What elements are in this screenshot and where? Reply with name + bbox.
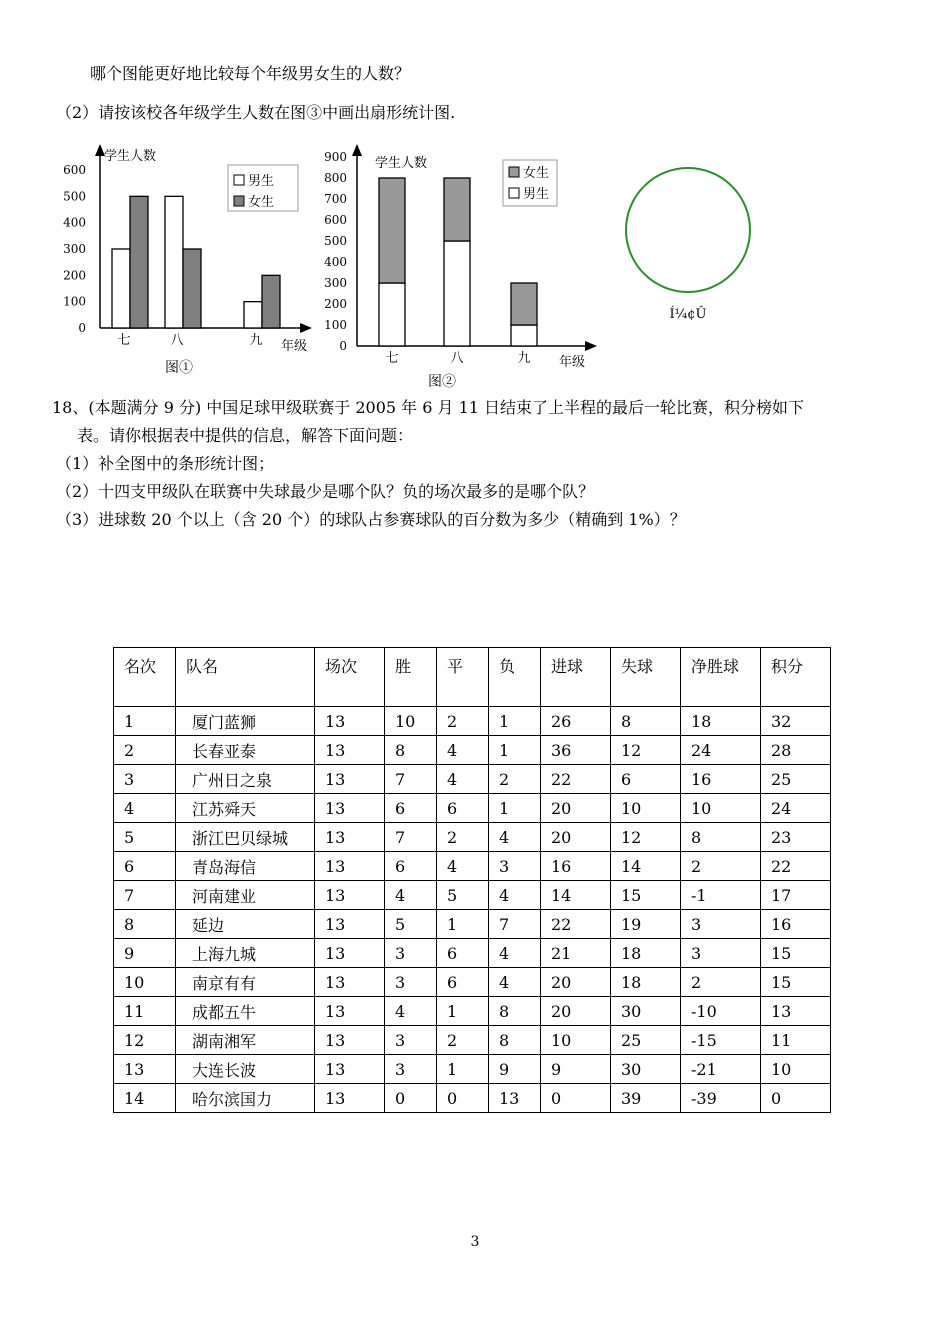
table-cell: 13 bbox=[315, 852, 385, 881]
table-cell: 13 bbox=[114, 1055, 176, 1084]
table-row bbox=[114, 881, 831, 910]
table-cell: 16 bbox=[761, 910, 831, 939]
table-cell: 17 bbox=[761, 881, 831, 910]
table-header-cell: 进球 bbox=[541, 648, 611, 707]
table-cell: 5 bbox=[114, 823, 176, 852]
x-axis-arrow bbox=[300, 323, 312, 333]
table-cell: 2 bbox=[437, 707, 489, 736]
table-row bbox=[114, 1084, 831, 1113]
x-tick-label: 七 bbox=[117, 333, 131, 348]
x-tick-label: 七 bbox=[385, 351, 399, 366]
table-cell: 15 bbox=[761, 968, 831, 997]
y-tick-label: 0 bbox=[339, 339, 347, 353]
table-cell: 30 bbox=[611, 1055, 681, 1084]
y-axis-label: 学生人数 bbox=[104, 149, 157, 164]
y-tick-label: 0 bbox=[78, 321, 86, 335]
table-cell: -39 bbox=[681, 1084, 761, 1113]
table-cell: 8 bbox=[681, 823, 761, 852]
table-cell: 19 bbox=[611, 910, 681, 939]
bar-男生-九 bbox=[511, 325, 537, 346]
table-cell: 8 bbox=[489, 1026, 541, 1055]
table-cell: 26 bbox=[541, 707, 611, 736]
table-cell: 13 bbox=[315, 823, 385, 852]
figure-2-caption: 图② bbox=[428, 374, 456, 390]
table-cell: 2 bbox=[437, 823, 489, 852]
legend-swatch-男生 bbox=[509, 188, 519, 198]
figure-2-stacked-bar-chart bbox=[315, 140, 605, 395]
bar-女生-七 bbox=[379, 178, 405, 283]
legend-label-女生: 女生 bbox=[523, 166, 550, 181]
table-cell: 8 bbox=[489, 997, 541, 1026]
question-18-sub-3: （3）进球数 20 个以上（含 20 个）的球队占参赛球队的百分数为多少（精确到 1%）？ bbox=[56, 510, 686, 529]
x-axis-label: 年级 bbox=[281, 339, 308, 354]
table-row bbox=[114, 939, 831, 968]
figure-1-caption: 图① bbox=[165, 360, 193, 376]
table-cell: 21 bbox=[541, 939, 611, 968]
table-cell: 13 bbox=[315, 765, 385, 794]
table-row bbox=[114, 910, 831, 939]
table-cell: 1 bbox=[437, 910, 489, 939]
table-cell: 14 bbox=[541, 881, 611, 910]
table-cell: -15 bbox=[681, 1026, 761, 1055]
table-cell: 8 bbox=[385, 736, 437, 765]
legend-swatch-女生 bbox=[234, 196, 244, 206]
x-tick-label: 八 bbox=[170, 333, 184, 348]
bar-女生-七 bbox=[130, 196, 148, 328]
table-cell: 6 bbox=[385, 852, 437, 881]
table-cell: -1 bbox=[681, 881, 761, 910]
table-cell: 湖南湘军 bbox=[176, 1026, 315, 1055]
table-row bbox=[114, 707, 831, 736]
table-cell: 3 bbox=[385, 1055, 437, 1084]
table-cell: 10 bbox=[114, 968, 176, 997]
table-cell: -10 bbox=[681, 997, 761, 1026]
table-cell: 4 bbox=[385, 997, 437, 1026]
figure-1-grouped-bar-chart bbox=[50, 140, 325, 385]
legend-swatch-男生 bbox=[234, 175, 244, 185]
table-cell: 10 bbox=[541, 1026, 611, 1055]
table-cell: 3 bbox=[114, 765, 176, 794]
y-tick-label: 300 bbox=[324, 276, 347, 290]
table-cell: 13 bbox=[315, 968, 385, 997]
question-18-line-2: 表。请你根据表中提供的信息，解答下面问题： bbox=[77, 426, 414, 445]
y-tick-label: 300 bbox=[63, 242, 86, 256]
table-cell: 11 bbox=[761, 1026, 831, 1055]
table-header-cell: 净胜球 bbox=[681, 648, 761, 707]
table-cell: 0 bbox=[437, 1084, 489, 1113]
table-cell: 成都五牛 bbox=[176, 997, 315, 1026]
table-cell: 3 bbox=[385, 968, 437, 997]
table-cell: 9 bbox=[541, 1055, 611, 1084]
table-cell: 13 bbox=[315, 1055, 385, 1084]
table-cell: 18 bbox=[681, 707, 761, 736]
table-cell: 浙江巴贝绿城 bbox=[176, 823, 315, 852]
table-row bbox=[114, 1026, 831, 1055]
table-cell: 1 bbox=[489, 794, 541, 823]
table-cell: 39 bbox=[611, 1084, 681, 1113]
table-cell: 30 bbox=[611, 997, 681, 1026]
bar-女生-八 bbox=[183, 249, 201, 328]
table-cell: 厦门蓝狮 bbox=[176, 707, 315, 736]
table-cell: 24 bbox=[681, 736, 761, 765]
bar-女生-八 bbox=[444, 178, 470, 241]
table-cell: 11 bbox=[114, 997, 176, 1026]
table-cell: 3 bbox=[681, 939, 761, 968]
table-cell: 延边 bbox=[176, 910, 315, 939]
table-cell: 4 bbox=[489, 881, 541, 910]
bar-女生-九 bbox=[511, 283, 537, 325]
table-row bbox=[114, 968, 831, 997]
table-cell: 20 bbox=[541, 823, 611, 852]
table-cell: 1 bbox=[489, 707, 541, 736]
table-cell: 25 bbox=[761, 765, 831, 794]
question-18-sub-1: （1）补全图中的条形统计图； bbox=[56, 454, 275, 473]
table-cell: 22 bbox=[541, 910, 611, 939]
table-cell: 5 bbox=[385, 910, 437, 939]
y-tick-label: 200 bbox=[324, 297, 347, 311]
x-tick-label: 九 bbox=[249, 333, 263, 348]
table-cell: 13 bbox=[315, 997, 385, 1026]
legend-label-女生: 女生 bbox=[248, 195, 275, 210]
table-cell: 13 bbox=[761, 997, 831, 1026]
table-cell: 4 bbox=[114, 794, 176, 823]
table-cell: 13 bbox=[315, 910, 385, 939]
table-row bbox=[114, 852, 831, 881]
table-cell: 36 bbox=[541, 736, 611, 765]
table-cell: 20 bbox=[541, 794, 611, 823]
table-cell: 7 bbox=[489, 910, 541, 939]
table-cell: 13 bbox=[315, 794, 385, 823]
table-cell: 江苏舜天 bbox=[176, 794, 315, 823]
table-header-cell: 负 bbox=[489, 648, 541, 707]
bar-男生-八 bbox=[444, 241, 470, 346]
table-row bbox=[114, 1055, 831, 1084]
table-cell: 10 bbox=[611, 794, 681, 823]
y-tick-label: 400 bbox=[324, 255, 347, 269]
table-cell: 12 bbox=[611, 823, 681, 852]
table-cell: 10 bbox=[761, 1055, 831, 1084]
table-cell: 5 bbox=[437, 881, 489, 910]
y-tick-label: 100 bbox=[63, 294, 86, 309]
table-cell: 6 bbox=[437, 939, 489, 968]
table-row bbox=[114, 997, 831, 1026]
y-axis-arrow bbox=[352, 144, 362, 156]
table-cell: 13 bbox=[315, 736, 385, 765]
table-cell: 13 bbox=[315, 1026, 385, 1055]
bar-女生-九 bbox=[262, 275, 280, 328]
table-cell: 7 bbox=[385, 765, 437, 794]
x-tick-label: 八 bbox=[450, 351, 464, 366]
table-cell: 大连长波 bbox=[176, 1055, 315, 1084]
pie-outline-circle bbox=[626, 168, 750, 292]
table-cell: 长春亚泰 bbox=[176, 736, 315, 765]
table-cell: 13 bbox=[489, 1084, 541, 1113]
bar-男生-七 bbox=[379, 283, 405, 346]
table-cell: 2 bbox=[437, 1026, 489, 1055]
bar-男生-七 bbox=[112, 249, 130, 328]
table-cell: 3 bbox=[385, 939, 437, 968]
table-cell: 青岛海信 bbox=[176, 852, 315, 881]
table-cell: 4 bbox=[489, 823, 541, 852]
table-cell: 13 bbox=[315, 939, 385, 968]
table-row bbox=[114, 823, 831, 852]
table-cell: 3 bbox=[681, 910, 761, 939]
table-cell: 10 bbox=[681, 794, 761, 823]
table-row bbox=[114, 765, 831, 794]
y-tick-label: 900 bbox=[324, 150, 347, 164]
legend-label-男生: 男生 bbox=[523, 187, 550, 202]
table-cell: 12 bbox=[114, 1026, 176, 1055]
table-cell: 14 bbox=[114, 1084, 176, 1113]
table-cell: 南京有有 bbox=[176, 968, 315, 997]
table-cell: 12 bbox=[611, 736, 681, 765]
table-cell: 上海九城 bbox=[176, 939, 315, 968]
table-header-cell: 名次 bbox=[114, 648, 176, 707]
bar-男生-八 bbox=[165, 196, 183, 328]
table-cell: 1 bbox=[437, 997, 489, 1026]
figure-3-pie-circle bbox=[615, 160, 765, 330]
table-cell: 3 bbox=[489, 852, 541, 881]
table-cell: 7 bbox=[114, 881, 176, 910]
table-cell: 13 bbox=[315, 1084, 385, 1113]
table-cell: 4 bbox=[385, 881, 437, 910]
table-cell: 8 bbox=[114, 910, 176, 939]
table-cell: 28 bbox=[761, 736, 831, 765]
table-cell: 22 bbox=[541, 765, 611, 794]
table-cell: 9 bbox=[489, 1055, 541, 1084]
table-cell: 8 bbox=[611, 707, 681, 736]
table-cell: 25 bbox=[611, 1026, 681, 1055]
y-axis-label: 学生人数 bbox=[375, 156, 428, 171]
bar-男生-九 bbox=[244, 302, 262, 328]
question-line-1: 哪个图能更好地比较每个年级男女生的人数？ bbox=[90, 64, 411, 83]
x-axis-arrow bbox=[585, 341, 597, 351]
x-tick-label: 九 bbox=[517, 351, 531, 366]
table-cell: 20 bbox=[541, 968, 611, 997]
legend-swatch-女生 bbox=[509, 167, 519, 177]
table-cell: 14 bbox=[611, 852, 681, 881]
table-cell: 16 bbox=[541, 852, 611, 881]
table-cell: 2 bbox=[489, 765, 541, 794]
table-cell: 7 bbox=[385, 823, 437, 852]
table-cell: 20 bbox=[541, 997, 611, 1026]
question-18-sub-2: （2）十四支甲级队在联赛中失球最少是哪个队？负的场次最多的是哪个队？ bbox=[56, 482, 595, 501]
table-cell: 0 bbox=[761, 1084, 831, 1113]
y-tick-label: 800 bbox=[324, 171, 347, 185]
table-cell: 1 bbox=[489, 736, 541, 765]
table-cell: 15 bbox=[761, 939, 831, 968]
table-header-cell: 队名 bbox=[176, 648, 315, 707]
table-cell: 18 bbox=[611, 939, 681, 968]
table-cell: 32 bbox=[761, 707, 831, 736]
table-cell: 2 bbox=[681, 852, 761, 881]
table-cell: 6 bbox=[611, 765, 681, 794]
y-tick-label: 200 bbox=[63, 268, 86, 283]
table-cell: 15 bbox=[611, 881, 681, 910]
table-cell: 23 bbox=[761, 823, 831, 852]
y-tick-label: 400 bbox=[63, 215, 86, 230]
table-cell: 4 bbox=[489, 968, 541, 997]
table-cell: 4 bbox=[437, 736, 489, 765]
table-cell: 18 bbox=[611, 968, 681, 997]
table-cell: 10 bbox=[385, 707, 437, 736]
table-cell: 4 bbox=[489, 939, 541, 968]
table-header-cell: 胜 bbox=[385, 648, 437, 707]
table-cell: 广州日之泉 bbox=[176, 765, 315, 794]
table-cell: 1 bbox=[114, 707, 176, 736]
table-header-row bbox=[114, 648, 831, 707]
table-header-cell: 平 bbox=[437, 648, 489, 707]
table-cell: 0 bbox=[541, 1084, 611, 1113]
legend-label-男生: 男生 bbox=[248, 174, 275, 189]
y-tick-label: 600 bbox=[324, 213, 347, 227]
table-cell: 6 bbox=[437, 968, 489, 997]
table-cell: 2 bbox=[114, 736, 176, 765]
table-cell: 1 bbox=[437, 1055, 489, 1084]
y-tick-label: 700 bbox=[324, 192, 347, 206]
page-number: 3 bbox=[470, 1234, 480, 1250]
table-cell: 6 bbox=[385, 794, 437, 823]
y-tick-label: 600 bbox=[63, 163, 86, 177]
figure-3-caption: Í¼¢Û bbox=[669, 307, 707, 322]
table-cell: 4 bbox=[437, 765, 489, 794]
table-cell: 0 bbox=[385, 1084, 437, 1113]
league-standings-table bbox=[113, 647, 831, 1113]
table-row bbox=[114, 736, 831, 765]
table-row bbox=[114, 794, 831, 823]
table-cell: 河南建业 bbox=[176, 881, 315, 910]
table-cell: 13 bbox=[315, 707, 385, 736]
y-tick-label: 500 bbox=[324, 234, 347, 248]
table-cell: 24 bbox=[761, 794, 831, 823]
table-cell: 22 bbox=[761, 852, 831, 881]
table-cell: 16 bbox=[681, 765, 761, 794]
y-tick-label: 100 bbox=[324, 318, 347, 332]
table-cell: 3 bbox=[385, 1026, 437, 1055]
table-cell: 13 bbox=[315, 881, 385, 910]
table-cell: 2 bbox=[681, 968, 761, 997]
table-cell: 4 bbox=[437, 852, 489, 881]
y-tick-label: 500 bbox=[63, 189, 86, 204]
table-header-cell: 失球 bbox=[611, 648, 681, 707]
table-cell: -21 bbox=[681, 1055, 761, 1084]
question-18-line-1: 18、(本题满分 9 分) 中国足球甲级联赛于 2005 年 6 月 11 日结束了上半程的最后一轮比赛，积分榜如下 bbox=[52, 398, 805, 417]
table-cell: 9 bbox=[114, 939, 176, 968]
table-header-cell: 积分 bbox=[761, 648, 831, 707]
table-cell: 哈尔滨国力 bbox=[176, 1084, 315, 1113]
table-cell: 6 bbox=[437, 794, 489, 823]
table-cell: 6 bbox=[114, 852, 176, 881]
question-part-2: （2）请按该校各年级学生人数在图③中画出扇形统计图. bbox=[56, 103, 456, 122]
x-axis-label: 年级 bbox=[559, 355, 586, 370]
table-header-cell: 场次 bbox=[315, 648, 385, 707]
